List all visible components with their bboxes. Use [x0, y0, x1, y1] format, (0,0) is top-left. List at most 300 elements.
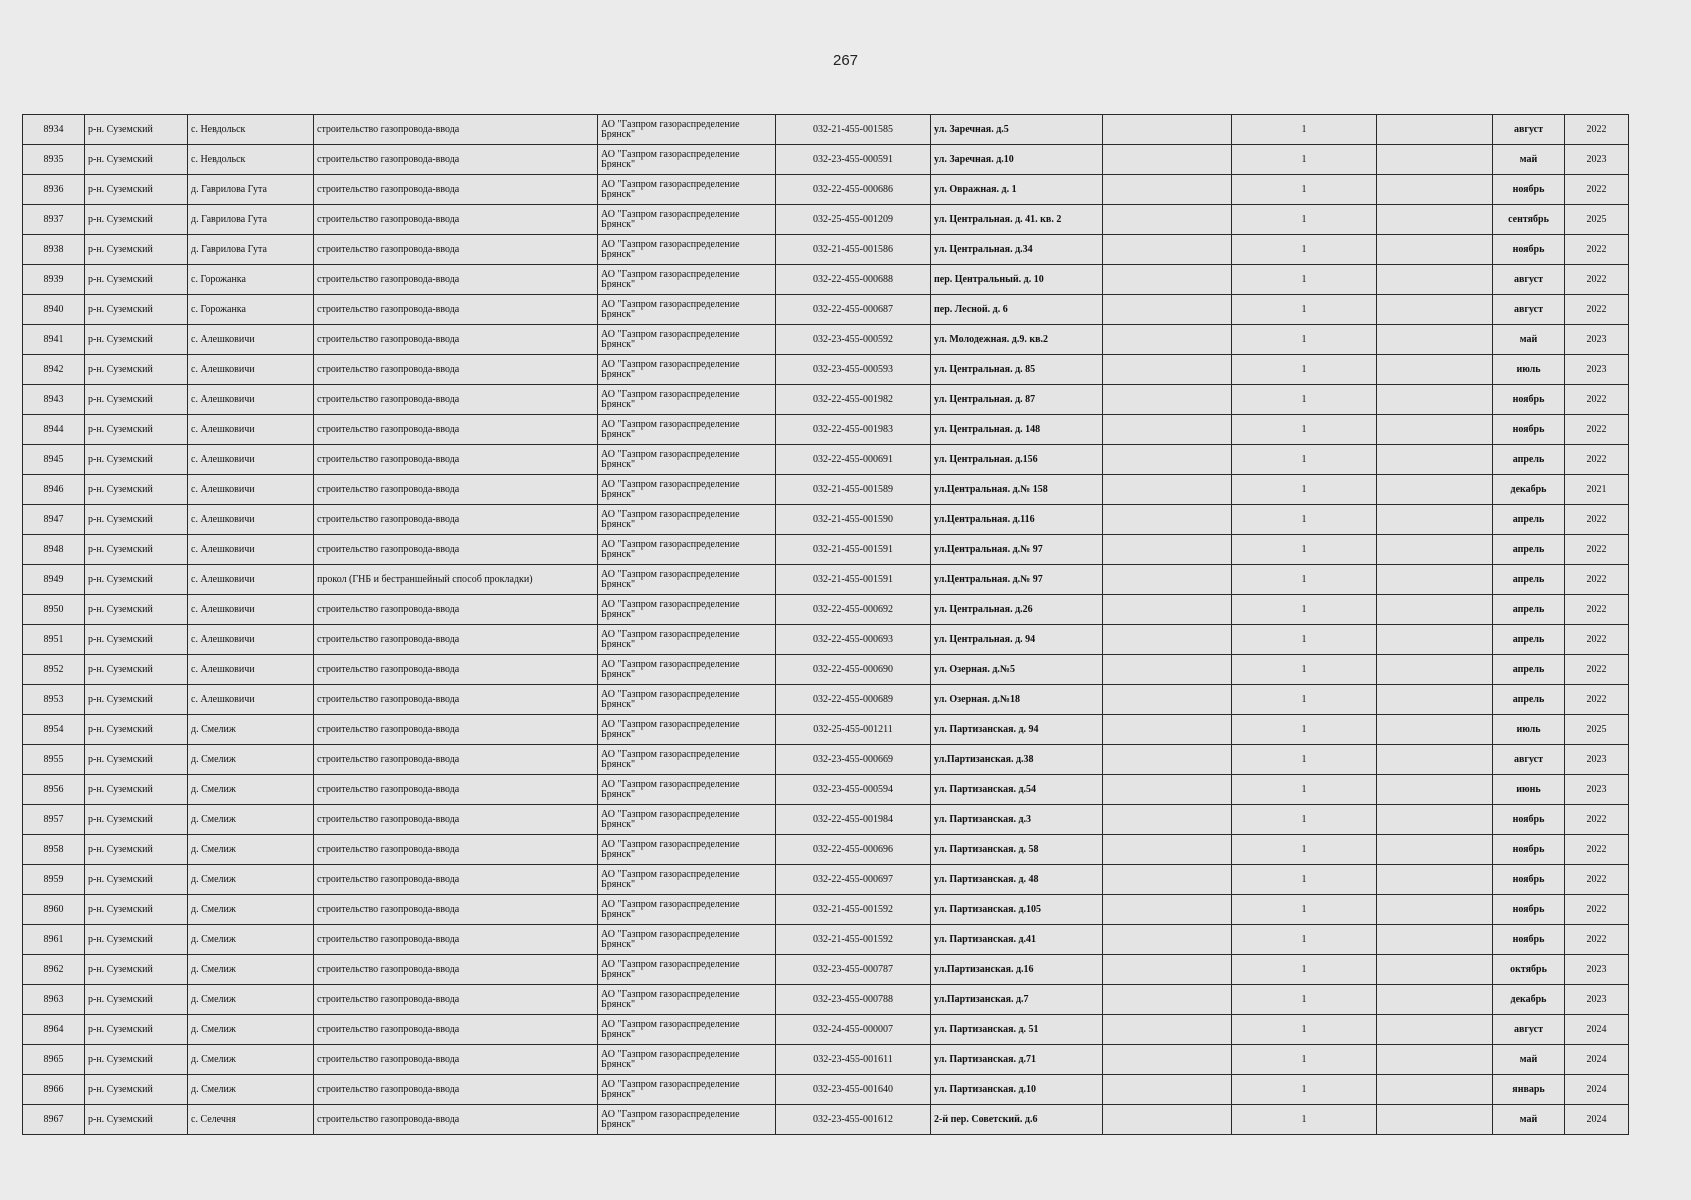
quantity-cell: 1	[1232, 655, 1377, 685]
table-row	[23, 1105, 1629, 1135]
empty-cell	[1377, 925, 1493, 955]
object-code-cell: 032-22-455-001984	[776, 805, 931, 835]
object-code-cell: 032-21-455-001589	[776, 475, 931, 505]
quantity-cell: 1	[1232, 445, 1377, 475]
quantity-cell: 1	[1232, 325, 1377, 355]
empty-cell	[1377, 1075, 1493, 1105]
month-cell: апрель	[1493, 655, 1565, 685]
address-cell: ул. Центральная. д.26	[931, 595, 1103, 625]
row-number: 8944	[23, 415, 85, 445]
settlement-cell: с. Алешковичи	[188, 385, 314, 415]
table-row	[23, 1075, 1629, 1105]
address-cell: ул. Партизанская. д.54	[931, 775, 1103, 805]
work-type-cell: строительство газопровода-ввода	[314, 805, 598, 835]
quantity-cell: 1	[1232, 385, 1377, 415]
month-cell: январь	[1493, 1075, 1565, 1105]
district-cell: р-н. Суземский	[85, 625, 188, 655]
month-cell: май	[1493, 145, 1565, 175]
year-cell: 2023	[1565, 955, 1629, 985]
empty-cell	[1103, 565, 1232, 595]
organization-cell: АО "Газпром газораспределение Брянск"	[598, 985, 776, 1015]
district-cell: р-н. Суземский	[85, 445, 188, 475]
settlement-cell: д. Смелиж	[188, 835, 314, 865]
table-row	[23, 325, 1629, 355]
object-code-cell: 032-23-455-001612	[776, 1105, 931, 1135]
district-cell: р-н. Суземский	[85, 745, 188, 775]
settlement-cell: с. Невдольск	[188, 145, 314, 175]
address-cell: ул. Партизанская. д.71	[931, 1045, 1103, 1075]
row-number: 8964	[23, 1015, 85, 1045]
month-cell: ноябрь	[1493, 925, 1565, 955]
settlement-cell: с. Селечня	[188, 1105, 314, 1135]
empty-cell	[1103, 475, 1232, 505]
empty-cell	[1377, 325, 1493, 355]
object-code-cell: 032-22-455-000692	[776, 595, 931, 625]
district-cell: р-н. Суземский	[85, 325, 188, 355]
object-code-cell: 032-21-455-001586	[776, 235, 931, 265]
month-cell: апрель	[1493, 445, 1565, 475]
object-code-cell: 032-23-455-000592	[776, 325, 931, 355]
row-number: 8947	[23, 505, 85, 535]
empty-cell	[1377, 955, 1493, 985]
address-cell: ул. Партизанская. д. 94	[931, 715, 1103, 745]
table-row	[23, 655, 1629, 685]
district-cell: р-н. Суземский	[85, 1105, 188, 1135]
object-code-cell: 032-23-455-000594	[776, 775, 931, 805]
empty-cell	[1377, 505, 1493, 535]
table-row	[23, 505, 1629, 535]
object-code-cell: 032-25-455-001211	[776, 715, 931, 745]
settlement-cell: с. Алешковичи	[188, 445, 314, 475]
month-cell: ноябрь	[1493, 895, 1565, 925]
empty-cell	[1377, 565, 1493, 595]
quantity-cell: 1	[1232, 895, 1377, 925]
year-cell: 2022	[1565, 835, 1629, 865]
year-cell: 2022	[1565, 565, 1629, 595]
month-cell: октябрь	[1493, 955, 1565, 985]
organization-cell: АО "Газпром газораспределение Брянск"	[598, 745, 776, 775]
month-cell: сентябрь	[1493, 205, 1565, 235]
year-cell: 2022	[1565, 865, 1629, 895]
district-cell: р-н. Суземский	[85, 595, 188, 625]
object-code-cell: 032-22-455-000687	[776, 295, 931, 325]
table-row	[23, 835, 1629, 865]
table-row	[23, 415, 1629, 445]
year-cell: 2022	[1565, 655, 1629, 685]
table-row	[23, 235, 1629, 265]
district-cell: р-н. Суземский	[85, 1075, 188, 1105]
object-code-cell: 032-21-455-001585	[776, 115, 931, 145]
address-cell: ул. Центральная. д. 85	[931, 355, 1103, 385]
address-cell: ул. Озерная. д.№18	[931, 685, 1103, 715]
row-number: 8967	[23, 1105, 85, 1135]
settlement-cell: д. Смелиж	[188, 865, 314, 895]
row-number: 8958	[23, 835, 85, 865]
object-code-cell: 032-21-455-001591	[776, 565, 931, 595]
empty-cell	[1103, 925, 1232, 955]
organization-cell: АО "Газпром газораспределение Брянск"	[598, 385, 776, 415]
table-row	[23, 385, 1629, 415]
work-type-cell: строительство газопровода-ввода	[314, 1015, 598, 1045]
work-type-cell: строительство газопровода-ввода	[314, 985, 598, 1015]
year-cell: 2022	[1565, 925, 1629, 955]
quantity-cell: 1	[1232, 265, 1377, 295]
empty-cell	[1103, 535, 1232, 565]
empty-cell	[1103, 715, 1232, 745]
settlement-cell: с. Алешковичи	[188, 595, 314, 625]
object-code-cell: 032-23-455-001640	[776, 1075, 931, 1105]
month-cell: май	[1493, 325, 1565, 355]
object-code-cell: 032-22-455-000691	[776, 445, 931, 475]
district-cell: р-н. Суземский	[85, 835, 188, 865]
empty-cell	[1377, 985, 1493, 1015]
address-cell: ул. Центральная. д.156	[931, 445, 1103, 475]
quantity-cell: 1	[1232, 865, 1377, 895]
table-row	[23, 1045, 1629, 1075]
organization-cell: АО "Газпром газораспределение Брянск"	[598, 415, 776, 445]
address-cell: ул.Центральная. д.116	[931, 505, 1103, 535]
object-code-cell: 032-22-455-001983	[776, 415, 931, 445]
empty-cell	[1103, 115, 1232, 145]
empty-cell	[1377, 475, 1493, 505]
row-number: 8960	[23, 895, 85, 925]
address-cell: ул. Центральная. д. 87	[931, 385, 1103, 415]
empty-cell	[1377, 805, 1493, 835]
district-cell: р-н. Суземский	[85, 865, 188, 895]
settlement-cell: д. Гаврилова Гута	[188, 205, 314, 235]
work-type-cell: строительство газопровода-ввода	[314, 955, 598, 985]
empty-cell	[1377, 355, 1493, 385]
address-cell: пер. Лесной. д. 6	[931, 295, 1103, 325]
organization-cell: АО "Газпром газораспределение Брянск"	[598, 1015, 776, 1045]
work-type-cell: строительство газопровода-ввода	[314, 505, 598, 535]
year-cell: 2024	[1565, 1045, 1629, 1075]
empty-cell	[1103, 205, 1232, 235]
row-number: 8937	[23, 205, 85, 235]
month-cell: август	[1493, 745, 1565, 775]
year-cell: 2022	[1565, 505, 1629, 535]
quantity-cell: 1	[1232, 775, 1377, 805]
year-cell: 2023	[1565, 325, 1629, 355]
organization-cell: АО "Газпром газораспределение Брянск"	[598, 895, 776, 925]
table-row	[23, 445, 1629, 475]
empty-cell	[1103, 955, 1232, 985]
district-cell: р-н. Суземский	[85, 1045, 188, 1075]
table-row	[23, 955, 1629, 985]
district-cell: р-н. Суземский	[85, 925, 188, 955]
address-cell: ул. Центральная. д. 41. кв. 2	[931, 205, 1103, 235]
quantity-cell: 1	[1232, 235, 1377, 265]
registry-table	[22, 114, 1629, 1135]
work-type-cell: строительство газопровода-ввода	[314, 445, 598, 475]
district-cell: р-н. Суземский	[85, 955, 188, 985]
table-row	[23, 475, 1629, 505]
table-row	[23, 775, 1629, 805]
year-cell: 2022	[1565, 265, 1629, 295]
district-cell: р-н. Суземский	[85, 1015, 188, 1045]
organization-cell: АО "Газпром газораспределение Брянск"	[598, 955, 776, 985]
empty-cell	[1103, 655, 1232, 685]
row-number: 8961	[23, 925, 85, 955]
organization-cell: АО "Газпром газораспределение Брянск"	[598, 445, 776, 475]
row-number: 8962	[23, 955, 85, 985]
row-number: 8952	[23, 655, 85, 685]
district-cell: р-н. Суземский	[85, 715, 188, 745]
address-cell: ул.Центральная. д.№ 97	[931, 565, 1103, 595]
organization-cell: АО "Газпром газораспределение Брянск"	[598, 565, 776, 595]
month-cell: декабрь	[1493, 985, 1565, 1015]
work-type-cell: строительство газопровода-ввода	[314, 535, 598, 565]
district-cell: р-н. Суземский	[85, 685, 188, 715]
object-code-cell: 032-23-455-000669	[776, 745, 931, 775]
empty-cell	[1377, 175, 1493, 205]
work-type-cell: строительство газопровода-ввода	[314, 655, 598, 685]
work-type-cell: строительство газопровода-ввода	[314, 475, 598, 505]
row-number: 8940	[23, 295, 85, 325]
settlement-cell: с. Алешковичи	[188, 685, 314, 715]
year-cell: 2022	[1565, 595, 1629, 625]
district-cell: р-н. Суземский	[85, 415, 188, 445]
object-code-cell: 032-22-455-000696	[776, 835, 931, 865]
settlement-cell: д. Смелиж	[188, 895, 314, 925]
work-type-cell: строительство газопровода-ввода	[314, 325, 598, 355]
object-code-cell: 032-22-455-000690	[776, 655, 931, 685]
work-type-cell: строительство газопровода-ввода	[314, 415, 598, 445]
address-cell: ул. Партизанская. д.105	[931, 895, 1103, 925]
year-cell: 2022	[1565, 235, 1629, 265]
empty-cell	[1377, 895, 1493, 925]
month-cell: июль	[1493, 355, 1565, 385]
year-cell: 2025	[1565, 715, 1629, 745]
empty-cell	[1103, 235, 1232, 265]
empty-cell	[1103, 175, 1232, 205]
district-cell: р-н. Суземский	[85, 205, 188, 235]
empty-cell	[1103, 145, 1232, 175]
month-cell: ноябрь	[1493, 865, 1565, 895]
year-cell: 2022	[1565, 295, 1629, 325]
quantity-cell: 1	[1232, 145, 1377, 175]
year-cell: 2022	[1565, 805, 1629, 835]
page-number: 267	[832, 52, 859, 69]
object-code-cell: 032-22-455-000693	[776, 625, 931, 655]
object-code-cell: 032-22-455-001982	[776, 385, 931, 415]
object-code-cell: 032-23-455-000788	[776, 985, 931, 1015]
empty-cell	[1377, 415, 1493, 445]
work-type-cell: строительство газопровода-ввода	[314, 1045, 598, 1075]
work-type-cell: строительство газопровода-ввода	[314, 205, 598, 235]
work-type-cell: строительство газопровода-ввода	[314, 595, 598, 625]
organization-cell: АО "Газпром газораспределение Брянск"	[598, 355, 776, 385]
settlement-cell: с. Алешковичи	[188, 325, 314, 355]
empty-cell	[1103, 745, 1232, 775]
empty-cell	[1377, 1105, 1493, 1135]
row-number: 8966	[23, 1075, 85, 1105]
address-cell: ул. Партизанская. д. 58	[931, 835, 1103, 865]
settlement-cell: с. Невдольск	[188, 115, 314, 145]
settlement-cell: д. Смелиж	[188, 1015, 314, 1045]
district-cell: р-н. Суземский	[85, 985, 188, 1015]
address-cell: ул. Центральная. д. 94	[931, 625, 1103, 655]
empty-cell	[1103, 355, 1232, 385]
settlement-cell: с. Алешковичи	[188, 535, 314, 565]
organization-cell: АО "Газпром газораспределение Брянск"	[598, 325, 776, 355]
object-code-cell: 032-25-455-001209	[776, 205, 931, 235]
object-code-cell: 032-23-455-000593	[776, 355, 931, 385]
month-cell: апрель	[1493, 535, 1565, 565]
table-row	[23, 625, 1629, 655]
row-number: 8941	[23, 325, 85, 355]
organization-cell: АО "Газпром газораспределение Брянск"	[598, 775, 776, 805]
row-number: 8959	[23, 865, 85, 895]
year-cell: 2022	[1565, 115, 1629, 145]
quantity-cell: 1	[1232, 1045, 1377, 1075]
month-cell: апрель	[1493, 685, 1565, 715]
address-cell: ул. Молодежная. д.9. кв.2	[931, 325, 1103, 355]
address-cell: ул. Партизанская. д.41	[931, 925, 1103, 955]
row-number: 8942	[23, 355, 85, 385]
table-row	[23, 985, 1629, 1015]
address-cell: ул.Партизанская. д.16	[931, 955, 1103, 985]
quantity-cell: 1	[1232, 175, 1377, 205]
year-cell: 2024	[1565, 1105, 1629, 1135]
address-cell: ул.Партизанская. д.7	[931, 985, 1103, 1015]
year-cell: 2025	[1565, 205, 1629, 235]
empty-cell	[1377, 745, 1493, 775]
empty-cell	[1103, 985, 1232, 1015]
object-code-cell: 032-23-455-001611	[776, 1045, 931, 1075]
settlement-cell: с. Алешковичи	[188, 655, 314, 685]
empty-cell	[1377, 865, 1493, 895]
work-type-cell: строительство газопровода-ввода	[314, 895, 598, 925]
quantity-cell: 1	[1232, 595, 1377, 625]
quantity-cell: 1	[1232, 745, 1377, 775]
object-code-cell: 032-22-455-000686	[776, 175, 931, 205]
organization-cell: АО "Газпром газораспределение Брянск"	[598, 505, 776, 535]
organization-cell: АО "Газпром газораспределение Брянск"	[598, 835, 776, 865]
district-cell: р-н. Суземский	[85, 355, 188, 385]
empty-cell	[1103, 385, 1232, 415]
empty-cell	[1377, 295, 1493, 325]
row-number: 8943	[23, 385, 85, 415]
district-cell: р-н. Суземский	[85, 175, 188, 205]
empty-cell	[1377, 625, 1493, 655]
empty-cell	[1103, 1075, 1232, 1105]
table-row	[23, 565, 1629, 595]
quantity-cell: 1	[1232, 355, 1377, 385]
empty-cell	[1377, 835, 1493, 865]
settlement-cell: д. Смелиж	[188, 1075, 314, 1105]
row-number: 8938	[23, 235, 85, 265]
quantity-cell: 1	[1232, 1015, 1377, 1045]
row-number: 8956	[23, 775, 85, 805]
organization-cell: АО "Газпром газораспределение Брянск"	[598, 715, 776, 745]
table-row	[23, 595, 1629, 625]
address-cell: ул. Центральная. д.34	[931, 235, 1103, 265]
row-number: 8955	[23, 745, 85, 775]
object-code-cell: 032-21-455-001591	[776, 535, 931, 565]
year-cell: 2024	[1565, 1015, 1629, 1045]
settlement-cell: с. Алешковичи	[188, 355, 314, 385]
table-row	[23, 115, 1629, 145]
quantity-cell: 1	[1232, 415, 1377, 445]
work-type-cell: строительство газопровода-ввода	[314, 925, 598, 955]
month-cell: ноябрь	[1493, 415, 1565, 445]
empty-cell	[1377, 685, 1493, 715]
organization-cell: АО "Газпром газораспределение Брянск"	[598, 115, 776, 145]
district-cell: р-н. Суземский	[85, 505, 188, 535]
address-cell: ул.Центральная. д.№ 97	[931, 535, 1103, 565]
quantity-cell: 1	[1232, 205, 1377, 235]
address-cell: ул. Заречная. д.5	[931, 115, 1103, 145]
row-number: 8957	[23, 805, 85, 835]
quantity-cell: 1	[1232, 295, 1377, 325]
address-cell: ул. Партизанская. д.10	[931, 1075, 1103, 1105]
month-cell: апрель	[1493, 565, 1565, 595]
year-cell: 2022	[1565, 445, 1629, 475]
quantity-cell: 1	[1232, 805, 1377, 835]
table-row	[23, 355, 1629, 385]
empty-cell	[1377, 1045, 1493, 1075]
row-number: 8951	[23, 625, 85, 655]
district-cell: р-н. Суземский	[85, 805, 188, 835]
month-cell: август	[1493, 115, 1565, 145]
organization-cell: АО "Газпром газораспределение Брянск"	[598, 265, 776, 295]
quantity-cell: 1	[1232, 535, 1377, 565]
empty-cell	[1103, 895, 1232, 925]
object-code-cell: 032-23-455-000591	[776, 145, 931, 175]
organization-cell: АО "Газпром газораспределение Брянск"	[598, 805, 776, 835]
address-cell: ул. Овражная. д. 1	[931, 175, 1103, 205]
district-cell: р-н. Суземский	[85, 235, 188, 265]
settlement-cell: с. Горожанка	[188, 295, 314, 325]
quantity-cell: 1	[1232, 835, 1377, 865]
work-type-cell: строительство газопровода-ввода	[314, 295, 598, 325]
month-cell: ноябрь	[1493, 835, 1565, 865]
organization-cell: АО "Газпром газораспределение Брянск"	[598, 475, 776, 505]
work-type-cell: строительство газопровода-ввода	[314, 625, 598, 655]
table-row	[23, 895, 1629, 925]
row-number: 8935	[23, 145, 85, 175]
empty-cell	[1377, 535, 1493, 565]
empty-cell	[1103, 685, 1232, 715]
organization-cell: АО "Газпром газораспределение Брянск"	[598, 655, 776, 685]
table-row	[23, 865, 1629, 895]
quantity-cell: 1	[1232, 625, 1377, 655]
year-cell: 2024	[1565, 1075, 1629, 1105]
work-type-cell: строительство газопровода-ввода	[314, 1075, 598, 1105]
table-row	[23, 1015, 1629, 1045]
table-row	[23, 715, 1629, 745]
month-cell: ноябрь	[1493, 175, 1565, 205]
settlement-cell: д. Смелиж	[188, 805, 314, 835]
work-type-cell: строительство газопровода-ввода	[314, 175, 598, 205]
settlement-cell: д. Смелиж	[188, 955, 314, 985]
year-cell: 2023	[1565, 985, 1629, 1015]
object-code-cell: 032-21-455-001592	[776, 895, 931, 925]
month-cell: июнь	[1493, 775, 1565, 805]
address-cell: ул. Партизанская. д. 51	[931, 1015, 1103, 1045]
year-cell: 2023	[1565, 355, 1629, 385]
address-cell: ул. Центральная. д. 148	[931, 415, 1103, 445]
row-number: 8945	[23, 445, 85, 475]
row-number: 8946	[23, 475, 85, 505]
table-row	[23, 925, 1629, 955]
year-cell: 2022	[1565, 625, 1629, 655]
table-row	[23, 205, 1629, 235]
row-number: 8939	[23, 265, 85, 295]
empty-cell	[1103, 1015, 1232, 1045]
row-number: 8965	[23, 1045, 85, 1075]
